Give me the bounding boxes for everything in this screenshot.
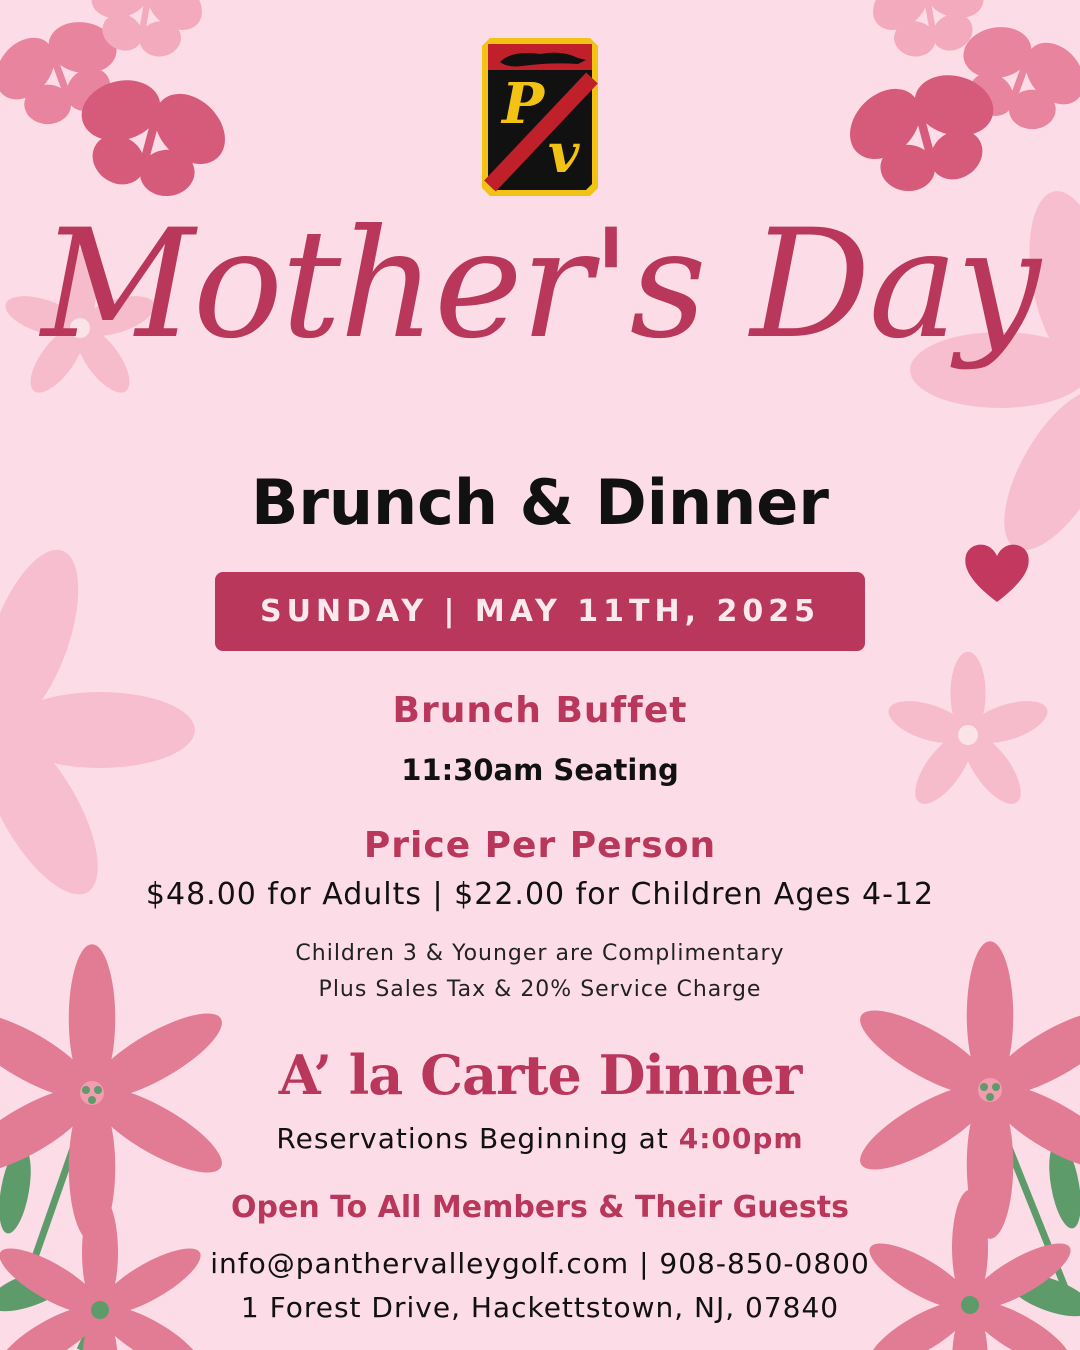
open-to-text: Open To All Members & Their Guests: [231, 1190, 849, 1225]
page-title: Mother's Day: [41, 198, 1039, 372]
contact-info: info@panthervalleygolf.com | 908-850-0800: [210, 1247, 870, 1280]
price-line: $48.00 for Adults | $22.00 for Children Ages 4-12: [145, 877, 935, 912]
price-heading: Price Per Person: [363, 825, 717, 866]
brunch-seating: 11:30am Seating: [401, 753, 679, 787]
tax-note: Plus Sales Tax & 20% Service Charge: [318, 977, 762, 1002]
page-subtitle: Brunch & Dinner: [251, 466, 829, 539]
small-flower-right: [883, 652, 1052, 813]
heart-icon: [965, 545, 1028, 602]
reservations-prefix: Reservations Beginning at: [276, 1122, 669, 1155]
reservations-time: 4:00pm: [678, 1122, 804, 1155]
dinner-reservations: [0, 1122, 1080, 1155]
dinner-heading: A’ la Carte Dinner: [278, 1043, 802, 1107]
logo-monogram-top: P: [502, 71, 545, 137]
date-banner: [215, 572, 865, 651]
complimentary-note: Children 3 & Younger are Complimentary: [295, 941, 785, 966]
brunch-heading: Brunch Buffet: [392, 690, 688, 731]
address: 1 Forest Drive, Hackettstown, NJ, 07840: [240, 1291, 840, 1324]
date-text: SUNDAY | MAY 11TH, 2025: [260, 594, 820, 629]
logo-monogram-bottom: v: [548, 121, 580, 185]
club-logo: [482, 38, 598, 196]
